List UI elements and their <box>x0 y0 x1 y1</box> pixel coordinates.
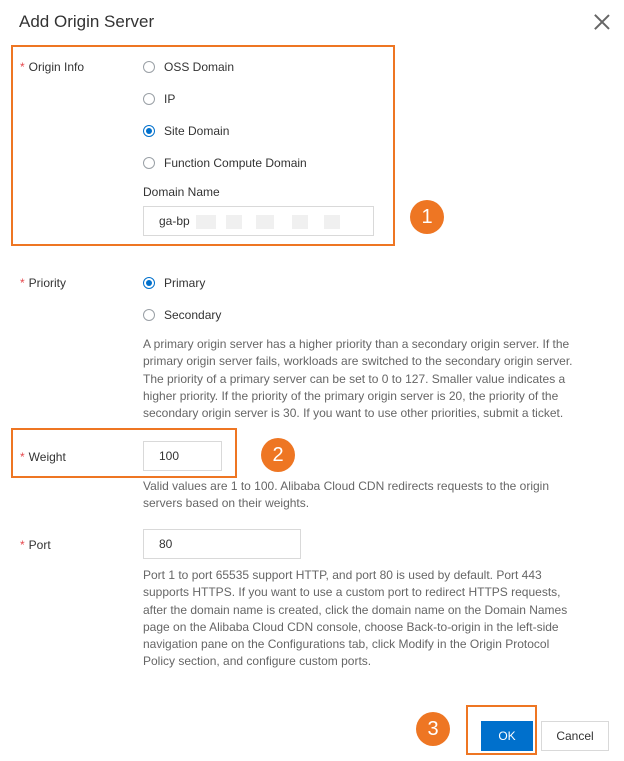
radio-secondary[interactable]: Secondary <box>143 307 221 323</box>
radio-circle[interactable] <box>143 309 155 321</box>
radio-ip[interactable]: IP <box>143 91 175 107</box>
domain-name-input[interactable]: ga-bp <box>143 206 374 236</box>
close-icon[interactable] <box>593 13 611 31</box>
radio-site-domain[interactable]: Site Domain <box>143 123 229 139</box>
radio-function-compute-domain[interactable]: Function Compute Domain <box>143 155 307 171</box>
dialog-title: Add Origin Server <box>19 12 155 31</box>
step-badge-1: 1 <box>410 200 444 234</box>
radio-primary[interactable]: Primary <box>143 275 205 291</box>
port-help-text: Port 1 to port 65535 support HTTP, and port 80 is used by default. Port 443 supports HTTPS. If you want to use a custom port to redirect HTTPS requests, after the domain name is created, click the domain name on the Domain Names page on the Alibaba Cloud CDN console, choose Back-to-origin in the left-side navigation pane on the Configurations tab, click Modify in the Origin Protocol Policy section, and configure custom ports. <box>143 568 568 669</box>
domain-name-label: Domain Name <box>143 185 220 199</box>
origin-info-label: * Origin Info <box>20 60 85 74</box>
ok-button[interactable]: OK <box>481 721 533 751</box>
priority-help-text: A primary origin server has a higher priority than a secondary origin server. If the primary origin server fails, workloads are switched to the secondary origin server. The priority of a primary server can be set to 0 to 127. Smaller value indicates a higher priority. If the priority of the primary origin server is 20, the priority of the secondary origin server is 30. If you want to use other priorities, submit a ticket. <box>143 337 573 421</box>
highlight-origin-info <box>11 45 395 246</box>
weight-input[interactable]: 100 <box>143 441 222 471</box>
port-input[interactable]: 80 <box>143 529 301 559</box>
radio-circle-selected[interactable] <box>143 277 155 289</box>
step-badge-3: 3 <box>416 712 450 746</box>
weight-label: * Weight <box>20 450 66 464</box>
step-badge-2: 2 <box>261 438 295 472</box>
port-label: * Port <box>20 538 51 552</box>
weight-help-text: Valid values are 1 to 100. Alibaba Cloud CDN redirects requests to the origin servers based on their weights. <box>143 479 550 511</box>
cancel-button[interactable]: Cancel <box>541 721 609 751</box>
priority-label: * Priority <box>20 276 67 290</box>
highlight-weight <box>11 428 237 478</box>
radio-oss-domain[interactable]: OSS Domain <box>143 59 234 75</box>
